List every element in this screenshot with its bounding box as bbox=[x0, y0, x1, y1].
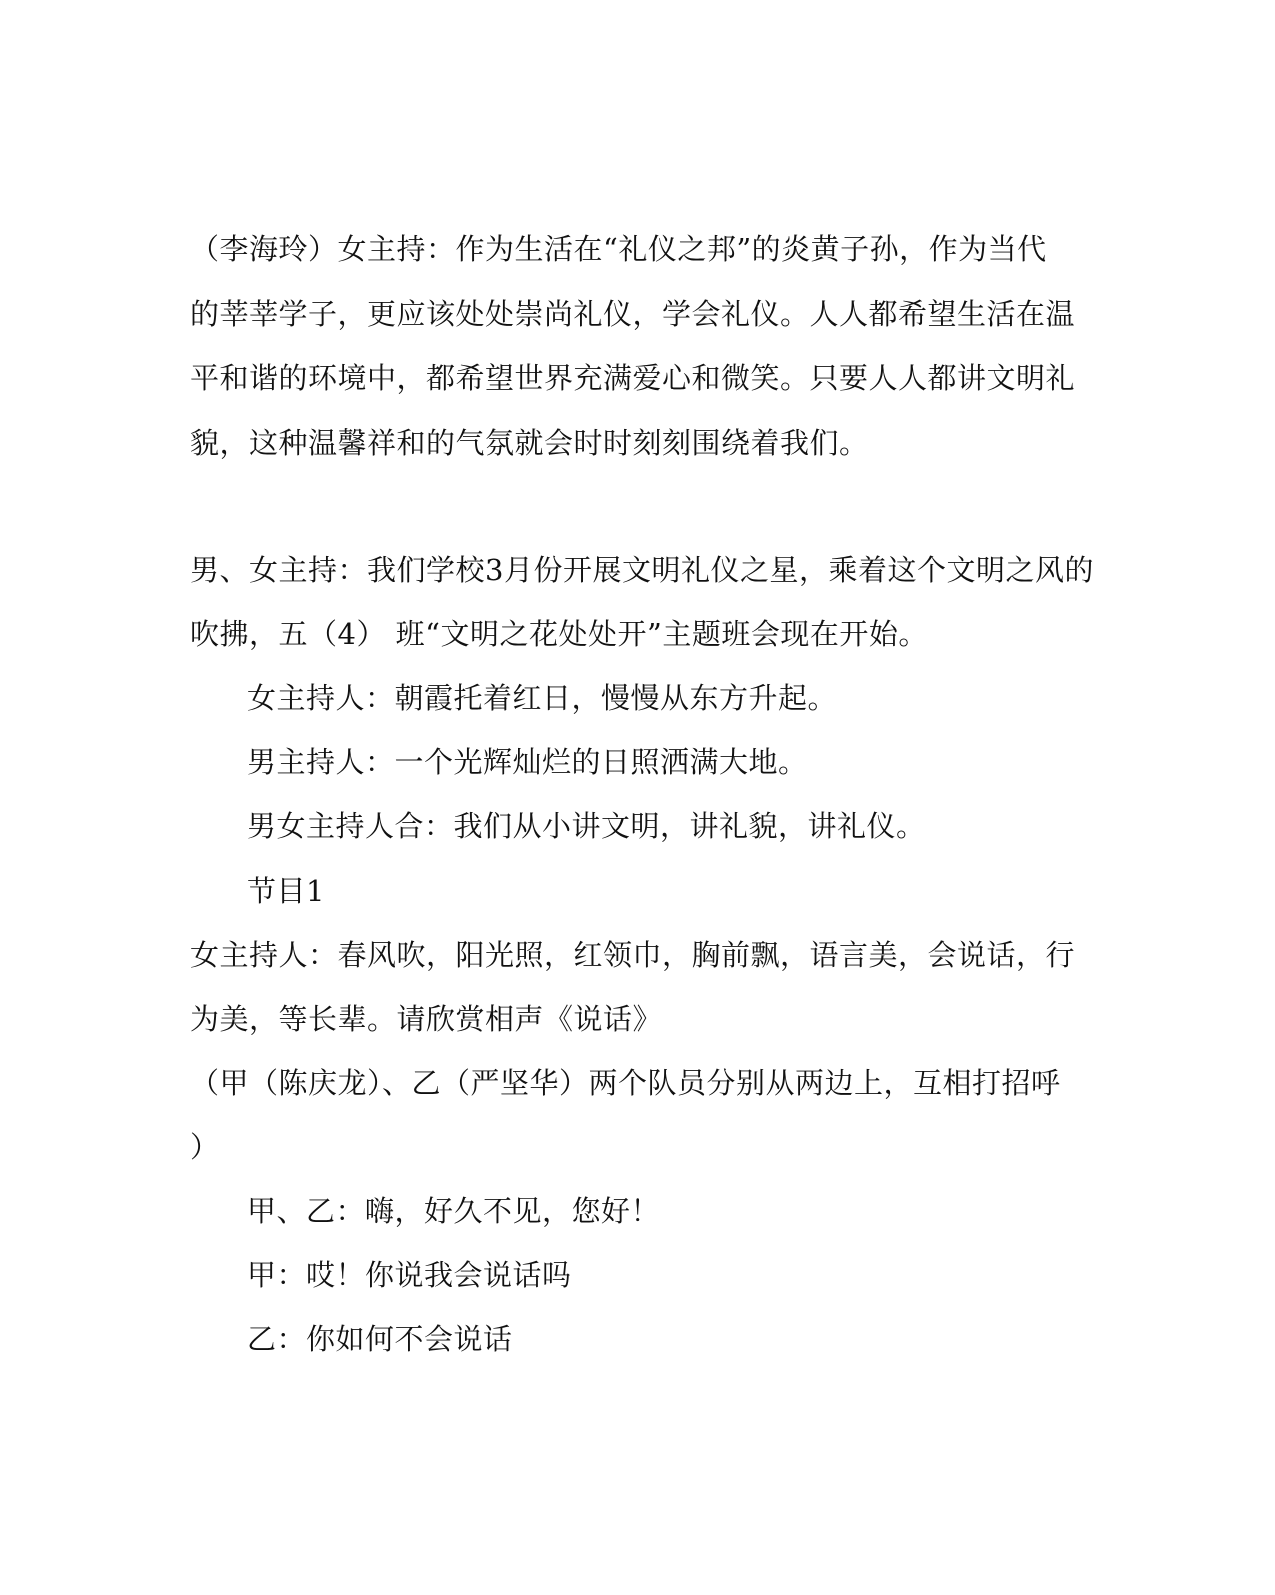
text-line: （甲（陈庆龙）、乙（严坚华）两个队员分别从两边上，互相打招呼 bbox=[190, 1066, 1061, 1100]
text-line: （李海玲）女主持：作为生活在“礼仪之邦”的炎黄子孙，作为当代 bbox=[190, 232, 1047, 266]
text-line: 节目1 bbox=[247, 874, 325, 908]
text-line: 乙：你如何不会说话 bbox=[247, 1322, 513, 1356]
text-line: 男女主持人合：我们从小讲文明，讲礼貌，讲礼仪。 bbox=[247, 809, 926, 843]
text-line: 男、女主持：我们学校3月份开展文明礼仪之星，乘着这个文明之风的 bbox=[190, 553, 1094, 587]
text-line: 甲、乙：嗨，好久不见，您好！ bbox=[247, 1194, 661, 1228]
text-line: 为美，等长辈。请欣赏相声《说话》 bbox=[190, 1002, 663, 1036]
text-line: 吹拂，五（4） 班“文明之花处处开”主题班会现在开始。 bbox=[190, 617, 928, 651]
text-line: 甲：哎！你说我会说话吗 bbox=[247, 1258, 572, 1292]
text-line: 的莘莘学子，更应该处处崇尚礼仪，学会礼仪。人人都希望生活在温 bbox=[190, 297, 1076, 331]
text-line: 男主持人：一个光辉灿烂的日照洒满大地。 bbox=[247, 745, 808, 779]
text-line: 女主持人：春风吹，阳光照，红领巾，胸前飘，语言美，会说话，行 bbox=[190, 938, 1076, 972]
text-line: 女主持人：朝霞托着红日，慢慢从东方升起。 bbox=[247, 681, 838, 715]
text-line: ） bbox=[190, 1130, 220, 1164]
text-line: 平和谐的环境中，都希望世界充满爱心和微笑。只要人人都讲文明礼 bbox=[190, 361, 1076, 395]
text-line: 貌，这种温馨祥和的气氛就会时时刻刻围绕着我们。 bbox=[190, 426, 869, 460]
